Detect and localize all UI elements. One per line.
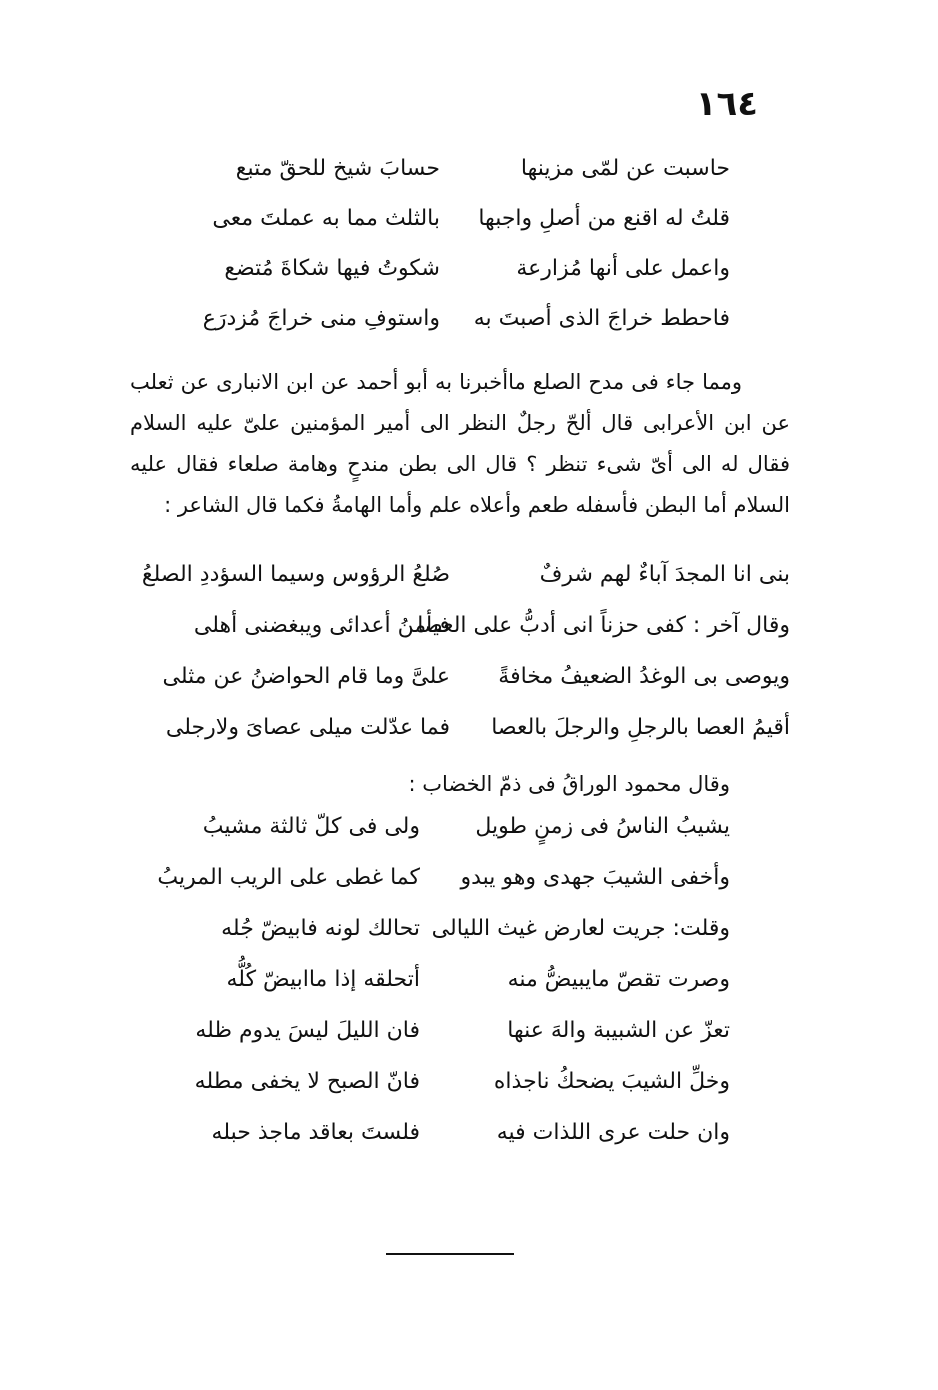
second-hemistich: كما غطى على الريب المريبُ — [157, 865, 420, 890]
verse-line — [140, 967, 730, 1018]
first-hemistich: وقال آخر : كفى حزناً انى أدبُّ على العصا — [417, 613, 790, 638]
first-hemistich: أقيمُ العصا بالرجلِ والرجلَ بالعصا — [491, 715, 790, 740]
first-hemistich: حاسبت عن لمّى مزينها — [520, 156, 730, 181]
verse-line — [140, 1018, 730, 1069]
verse-line — [130, 715, 790, 766]
section-end-rule — [386, 1253, 514, 1255]
second-hemistich: فما عدّلت ميلى عصاىَ ولارجلى — [165, 715, 450, 740]
verse-line — [190, 306, 730, 356]
first-hemistich: بنى انا المجدَ آباءٌ لهم شرفٌ — [539, 562, 790, 587]
second-hemistich: فيأمنُ أعدائى ويبغضنى أهلى — [193, 613, 450, 638]
verse-line — [140, 865, 730, 916]
prose-paragraph — [130, 362, 790, 526]
first-hemistich: قلتُ له اقنع من أصلِ واجبها — [478, 206, 730, 231]
verse-line — [190, 206, 730, 256]
second-hemistich: علىَّ وما قام الحواضنُ عن مثلى — [162, 664, 450, 689]
verse-line — [190, 156, 730, 206]
first-hemistich: وصرت تقصّ مايبيضُّ منه — [507, 967, 730, 992]
first-hemistich: يشيبُ الناسُ فى زمنٍ طويل — [475, 814, 730, 839]
page-number: ١٦٤ — [695, 84, 758, 124]
first-hemistich: وان حلت عرى اللذات فيه — [496, 1120, 730, 1145]
poem-1 — [190, 156, 730, 356]
prose-text: ومما جاء فى مدح الصلع ماأخبرنا به أبو أحمد عن ابن الانبارى عن ثعلب عن ابن الأعرابى قال ألحّ رجلٌ النظر الى أمير المؤمنين علىّ عليه السلام فقال له الى أىّ شىء تنظر ؟ قال الى بطن مندحٍ وهامة صلعاء فقال عليه السلام أما البطن فأسفله طعم وأعلاه علم وأما الهامةُ فكما قال الشاعر : — [130, 370, 790, 517]
first-hemistich: واعمل على أنها مُزارعة — [516, 256, 730, 281]
second-hemistich: صُلعُ الرؤوس وسيما السؤددِ الصلعُ — [141, 562, 450, 587]
poem-2 — [130, 562, 790, 766]
second-hemistich: فلستَ بعاقد ماجذ حبله — [211, 1120, 420, 1145]
second-hemistich: حسابَ شيخ للحقّ متبع — [235, 156, 440, 181]
verse-line — [140, 1120, 730, 1171]
poem-introduction: وقال محمود الوراقُ فى ذمّ الخضاب : — [408, 772, 730, 796]
second-hemistich: أتحلقه إذا ماابيضّ كُلُّه — [226, 967, 420, 992]
verse-line — [130, 664, 790, 715]
first-hemistich: وخلِّ الشيبَ يضحكُ ناجذاه — [493, 1069, 730, 1094]
first-hemistich: تعزّ عن الشبيبة والهَ عنها — [507, 1018, 730, 1043]
verse-line — [140, 1069, 730, 1120]
first-hemistich: ويوصى بى الوغدُ الضعيفُ مخافةً — [498, 664, 790, 689]
second-hemistich: ولى فى كلّ ثالثة مشيبُ — [202, 814, 420, 839]
poem-3 — [140, 814, 730, 1171]
second-hemistich: واستوفِ منى خراجَ مُزدرَع — [202, 306, 440, 331]
second-hemistich: تحالك لونه فابيضّ جُله — [221, 916, 420, 941]
first-hemistich: فاحطط خراجَ الذى أصبتَ به — [473, 306, 730, 331]
first-hemistich: وأخفى الشيبَ جهدى وهو يبدو — [460, 865, 730, 890]
second-hemistich: فانّ الصبح لا يخفى مطله — [194, 1069, 420, 1094]
verse-line — [130, 613, 790, 664]
verse-line — [130, 562, 790, 613]
verse-line — [140, 814, 730, 865]
second-hemistich: بالثلث مما به عملتَ معى — [212, 206, 440, 231]
verse-line — [190, 256, 730, 306]
second-hemistich: شكوتُ فيها شكاةَ مُتضع — [224, 256, 440, 281]
verse-line — [140, 916, 730, 967]
first-hemistich: وقلت: جريت لعارض غيث الليالى — [431, 916, 730, 941]
second-hemistich: فان الليلَ ليسَ يدوم ظله — [195, 1018, 420, 1043]
